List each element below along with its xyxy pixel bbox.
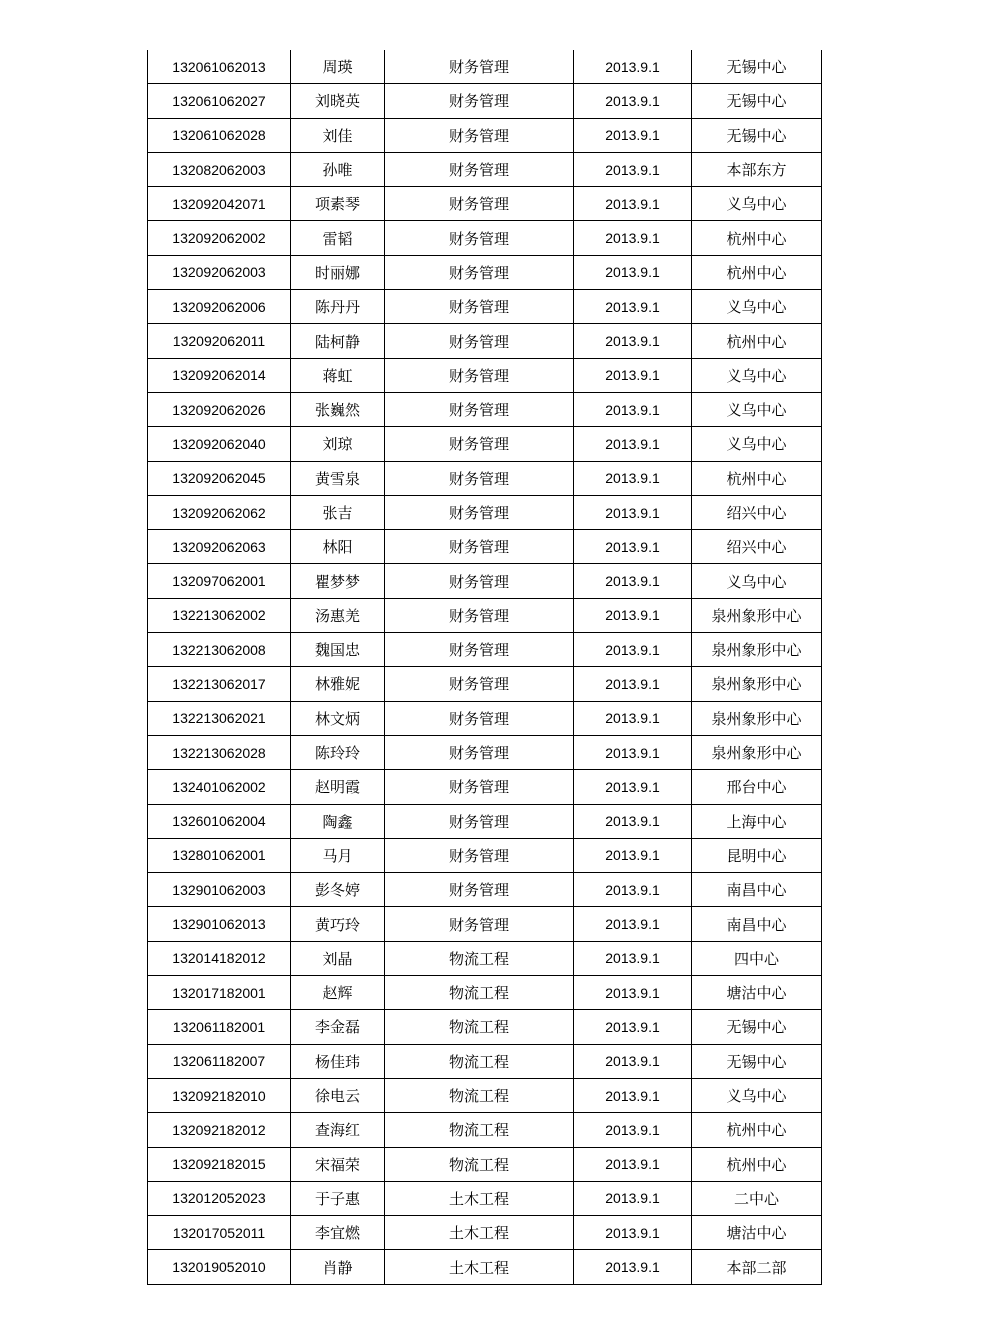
study-center-cell: 绍兴中心 — [692, 495, 822, 529]
study-center-cell: 义乌中心 — [692, 392, 822, 426]
student-name-cell: 汤惠羌 — [291, 598, 385, 632]
student-id-cell: 132092042071 — [148, 187, 291, 221]
table-row — [148, 1044, 822, 1078]
study-center-cell: 南昌中心 — [692, 873, 822, 907]
major-cell: 财务管理 — [385, 290, 574, 324]
study-center-cell: 邢台中心 — [692, 770, 822, 804]
student-id-cell: 132092062063 — [148, 530, 291, 564]
student-id-cell: 132092062011 — [148, 324, 291, 358]
major-cell: 财务管理 — [385, 118, 574, 152]
student-name-cell: 杨佳玮 — [291, 1044, 385, 1078]
major-cell: 物流工程 — [385, 1078, 574, 1112]
student-id-cell: 132019052010 — [148, 1250, 291, 1284]
major-cell: 财务管理 — [385, 838, 574, 872]
table-row — [148, 50, 822, 84]
student-name-cell: 雷韬 — [291, 221, 385, 255]
table-row — [148, 598, 822, 632]
major-cell: 土木工程 — [385, 1181, 574, 1215]
student-id-cell: 132213062021 — [148, 701, 291, 735]
table-row — [148, 530, 822, 564]
study-center-cell: 义乌中心 — [692, 290, 822, 324]
study-center-cell: 上海中心 — [692, 804, 822, 838]
study-center-cell: 无锡中心 — [692, 84, 822, 118]
major-cell: 财务管理 — [385, 461, 574, 495]
student-name-cell: 赵明霞 — [291, 770, 385, 804]
student-id-cell: 132213062008 — [148, 633, 291, 667]
student-name-cell: 林雅妮 — [291, 667, 385, 701]
student-id-cell: 132092182010 — [148, 1078, 291, 1112]
student-name-cell: 肖静 — [291, 1250, 385, 1284]
student-id-cell: 132092062006 — [148, 290, 291, 324]
enrollment-date-cell: 2013.9.1 — [574, 1181, 692, 1215]
student-id-cell: 132061062013 — [148, 50, 291, 84]
table-row — [148, 187, 822, 221]
study-center-cell: 杭州中心 — [692, 1147, 822, 1181]
student-name-cell: 刘琼 — [291, 427, 385, 461]
study-center-cell: 杭州中心 — [692, 221, 822, 255]
student-name-cell: 陈玲玲 — [291, 735, 385, 769]
student-id-cell: 132092182015 — [148, 1147, 291, 1181]
major-cell: 物流工程 — [385, 941, 574, 975]
major-cell: 财务管理 — [385, 495, 574, 529]
student-name-cell: 宋福荣 — [291, 1147, 385, 1181]
student-name-cell: 蒋虹 — [291, 358, 385, 392]
enrollment-date-cell: 2013.9.1 — [574, 1250, 692, 1284]
student-id-cell: 132061062027 — [148, 84, 291, 118]
major-cell: 财务管理 — [385, 701, 574, 735]
study-center-cell: 义乌中心 — [692, 358, 822, 392]
student-name-cell: 孙唯 — [291, 152, 385, 186]
enrollment-date-cell: 2013.9.1 — [574, 976, 692, 1010]
major-cell: 财务管理 — [385, 770, 574, 804]
student-id-cell: 132213062028 — [148, 735, 291, 769]
table-row — [148, 1216, 822, 1250]
major-cell: 财务管理 — [385, 50, 574, 84]
major-cell: 财务管理 — [385, 633, 574, 667]
student-id-cell: 132901062013 — [148, 907, 291, 941]
student-id-cell: 132092062062 — [148, 495, 291, 529]
table-row — [148, 804, 822, 838]
table-row — [148, 1181, 822, 1215]
student-name-cell: 李宜燃 — [291, 1216, 385, 1250]
study-center-cell: 泉州象形中心 — [692, 735, 822, 769]
table-row — [148, 941, 822, 975]
table-row — [148, 907, 822, 941]
major-cell: 财务管理 — [385, 804, 574, 838]
enrollment-date-cell: 2013.9.1 — [574, 392, 692, 426]
study-center-cell: 无锡中心 — [692, 1044, 822, 1078]
student-name-cell: 时丽娜 — [291, 255, 385, 289]
student-name-cell: 徐电云 — [291, 1078, 385, 1112]
student-id-cell: 132092182012 — [148, 1113, 291, 1147]
student-id-cell: 132213062002 — [148, 598, 291, 632]
student-name-cell: 刘晓英 — [291, 84, 385, 118]
student-id-cell: 132092062002 — [148, 221, 291, 255]
student-name-cell: 陈丹丹 — [291, 290, 385, 324]
study-center-cell: 本部二部 — [692, 1250, 822, 1284]
enrollment-date-cell: 2013.9.1 — [574, 50, 692, 84]
study-center-cell: 义乌中心 — [692, 427, 822, 461]
table-row — [148, 1010, 822, 1044]
major-cell: 物流工程 — [385, 1113, 574, 1147]
enrollment-date-cell: 2013.9.1 — [574, 290, 692, 324]
enrollment-date-cell: 2013.9.1 — [574, 358, 692, 392]
study-center-cell: 泉州象形中心 — [692, 667, 822, 701]
major-cell: 财务管理 — [385, 735, 574, 769]
major-cell: 物流工程 — [385, 1044, 574, 1078]
table-row — [148, 701, 822, 735]
table-row — [148, 255, 822, 289]
enrollment-date-cell: 2013.9.1 — [574, 1147, 692, 1181]
study-center-cell: 本部东方 — [692, 152, 822, 186]
table-row — [148, 461, 822, 495]
table-row — [148, 667, 822, 701]
enrollment-date-cell: 2013.9.1 — [574, 838, 692, 872]
study-center-cell: 无锡中心 — [692, 50, 822, 84]
enrollment-date-cell: 2013.9.1 — [574, 941, 692, 975]
enrollment-date-cell: 2013.9.1 — [574, 221, 692, 255]
student-name-cell: 魏国忠 — [291, 633, 385, 667]
enrollment-date-cell: 2013.9.1 — [574, 770, 692, 804]
study-center-cell: 义乌中心 — [692, 1078, 822, 1112]
student-id-cell: 132014182012 — [148, 941, 291, 975]
table-row — [148, 152, 822, 186]
study-center-cell: 无锡中心 — [692, 1010, 822, 1044]
student-name-cell: 林阳 — [291, 530, 385, 564]
student-id-cell: 132092062045 — [148, 461, 291, 495]
major-cell: 财务管理 — [385, 873, 574, 907]
student-table — [147, 50, 822, 1285]
major-cell: 财务管理 — [385, 598, 574, 632]
study-center-cell: 无锡中心 — [692, 118, 822, 152]
table-row — [148, 392, 822, 426]
major-cell: 物流工程 — [385, 1147, 574, 1181]
study-center-cell: 杭州中心 — [692, 1113, 822, 1147]
student-name-cell: 张吉 — [291, 495, 385, 529]
student-name-cell: 赵辉 — [291, 976, 385, 1010]
student-id-cell: 132017182001 — [148, 976, 291, 1010]
student-name-cell: 彭冬婷 — [291, 873, 385, 907]
enrollment-date-cell: 2013.9.1 — [574, 907, 692, 941]
major-cell: 财务管理 — [385, 530, 574, 564]
major-cell: 土木工程 — [385, 1250, 574, 1284]
enrollment-date-cell: 2013.9.1 — [574, 427, 692, 461]
table-row — [148, 564, 822, 598]
student-name-cell: 陆柯静 — [291, 324, 385, 358]
study-center-cell: 绍兴中心 — [692, 530, 822, 564]
enrollment-date-cell: 2013.9.1 — [574, 564, 692, 598]
student-name-cell: 项素琴 — [291, 187, 385, 221]
major-cell: 财务管理 — [385, 255, 574, 289]
study-center-cell: 泉州象形中心 — [692, 633, 822, 667]
study-center-cell: 杭州中心 — [692, 461, 822, 495]
major-cell: 财务管理 — [385, 324, 574, 358]
study-center-cell: 泉州象形中心 — [692, 701, 822, 735]
table-row — [148, 358, 822, 392]
study-center-cell: 四中心 — [692, 941, 822, 975]
major-cell: 财务管理 — [385, 667, 574, 701]
table-row — [148, 290, 822, 324]
table-row — [148, 770, 822, 804]
student-name-cell: 陶鑫 — [291, 804, 385, 838]
major-cell: 财务管理 — [385, 152, 574, 186]
student-id-cell: 132092062026 — [148, 392, 291, 426]
enrollment-date-cell: 2013.9.1 — [574, 1078, 692, 1112]
student-id-cell: 132401062002 — [148, 770, 291, 804]
enrollment-date-cell: 2013.9.1 — [574, 495, 692, 529]
major-cell: 财务管理 — [385, 564, 574, 598]
student-name-cell: 黄巧玲 — [291, 907, 385, 941]
student-id-cell: 132061182007 — [148, 1044, 291, 1078]
student-id-cell: 132092062014 — [148, 358, 291, 392]
table-row — [148, 873, 822, 907]
enrollment-date-cell: 2013.9.1 — [574, 530, 692, 564]
study-center-cell: 泉州象形中心 — [692, 598, 822, 632]
study-center-cell: 南昌中心 — [692, 907, 822, 941]
table-row — [148, 221, 822, 255]
enrollment-date-cell: 2013.9.1 — [574, 1010, 692, 1044]
student-name-cell: 刘佳 — [291, 118, 385, 152]
study-center-cell: 二中心 — [692, 1181, 822, 1215]
table-row — [148, 1078, 822, 1112]
table-row — [148, 633, 822, 667]
student-id-cell: 132061062028 — [148, 118, 291, 152]
student-name-cell: 张巍然 — [291, 392, 385, 426]
study-center-cell: 杭州中心 — [692, 255, 822, 289]
enrollment-date-cell: 2013.9.1 — [574, 152, 692, 186]
table-row — [148, 324, 822, 358]
study-center-cell: 昆明中心 — [692, 838, 822, 872]
student-id-cell: 132012052023 — [148, 1181, 291, 1215]
student-id-cell: 132092062003 — [148, 255, 291, 289]
student-id-cell: 132061182001 — [148, 1010, 291, 1044]
enrollment-date-cell: 2013.9.1 — [574, 1113, 692, 1147]
enrollment-date-cell: 2013.9.1 — [574, 1216, 692, 1250]
table-row — [148, 1250, 822, 1284]
student-id-cell: 132213062017 — [148, 667, 291, 701]
table-body — [148, 50, 822, 1284]
study-center-cell: 义乌中心 — [692, 564, 822, 598]
enrollment-date-cell: 2013.9.1 — [574, 118, 692, 152]
student-name-cell: 于子惠 — [291, 1181, 385, 1215]
enrollment-date-cell: 2013.9.1 — [574, 84, 692, 118]
enrollment-date-cell: 2013.9.1 — [574, 598, 692, 632]
student-id-cell: 132901062003 — [148, 873, 291, 907]
study-center-cell: 塘沽中心 — [692, 1216, 822, 1250]
student-name-cell: 刘晶 — [291, 941, 385, 975]
enrollment-date-cell: 2013.9.1 — [574, 804, 692, 838]
student-name-cell: 瞿梦梦 — [291, 564, 385, 598]
table-row — [148, 735, 822, 769]
table-row — [148, 495, 822, 529]
student-id-cell: 132801062001 — [148, 838, 291, 872]
major-cell: 物流工程 — [385, 1010, 574, 1044]
major-cell: 财务管理 — [385, 358, 574, 392]
student-name-cell: 林文炳 — [291, 701, 385, 735]
major-cell: 物流工程 — [385, 976, 574, 1010]
student-name-cell: 查海红 — [291, 1113, 385, 1147]
table-row — [148, 427, 822, 461]
student-name-cell: 马月 — [291, 838, 385, 872]
enrollment-date-cell: 2013.9.1 — [574, 1044, 692, 1078]
student-name-cell: 李金磊 — [291, 1010, 385, 1044]
major-cell: 财务管理 — [385, 907, 574, 941]
major-cell: 财务管理 — [385, 427, 574, 461]
student-id-cell: 132092062040 — [148, 427, 291, 461]
table-row — [148, 84, 822, 118]
enrollment-date-cell: 2013.9.1 — [574, 667, 692, 701]
study-center-cell: 义乌中心 — [692, 187, 822, 221]
student-name-cell: 黄雪泉 — [291, 461, 385, 495]
major-cell: 财务管理 — [385, 187, 574, 221]
student-id-cell: 132082062003 — [148, 152, 291, 186]
student-id-cell: 132097062001 — [148, 564, 291, 598]
major-cell: 财务管理 — [385, 84, 574, 118]
table-row — [148, 838, 822, 872]
study-center-cell: 塘沽中心 — [692, 976, 822, 1010]
enrollment-date-cell: 2013.9.1 — [574, 633, 692, 667]
enrollment-date-cell: 2013.9.1 — [574, 461, 692, 495]
major-cell: 财务管理 — [385, 392, 574, 426]
enrollment-date-cell: 2013.9.1 — [574, 701, 692, 735]
student-id-cell: 132601062004 — [148, 804, 291, 838]
enrollment-date-cell: 2013.9.1 — [574, 873, 692, 907]
study-center-cell: 杭州中心 — [692, 324, 822, 358]
student-id-cell: 132017052011 — [148, 1216, 291, 1250]
major-cell: 财务管理 — [385, 221, 574, 255]
enrollment-date-cell: 2013.9.1 — [574, 735, 692, 769]
enrollment-date-cell: 2013.9.1 — [574, 187, 692, 221]
table-row — [148, 976, 822, 1010]
major-cell: 土木工程 — [385, 1216, 574, 1250]
table-row — [148, 1147, 822, 1181]
table-row — [148, 118, 822, 152]
student-name-cell: 周瑛 — [291, 50, 385, 84]
enrollment-date-cell: 2013.9.1 — [574, 324, 692, 358]
table-row — [148, 1113, 822, 1147]
enrollment-date-cell: 2013.9.1 — [574, 255, 692, 289]
